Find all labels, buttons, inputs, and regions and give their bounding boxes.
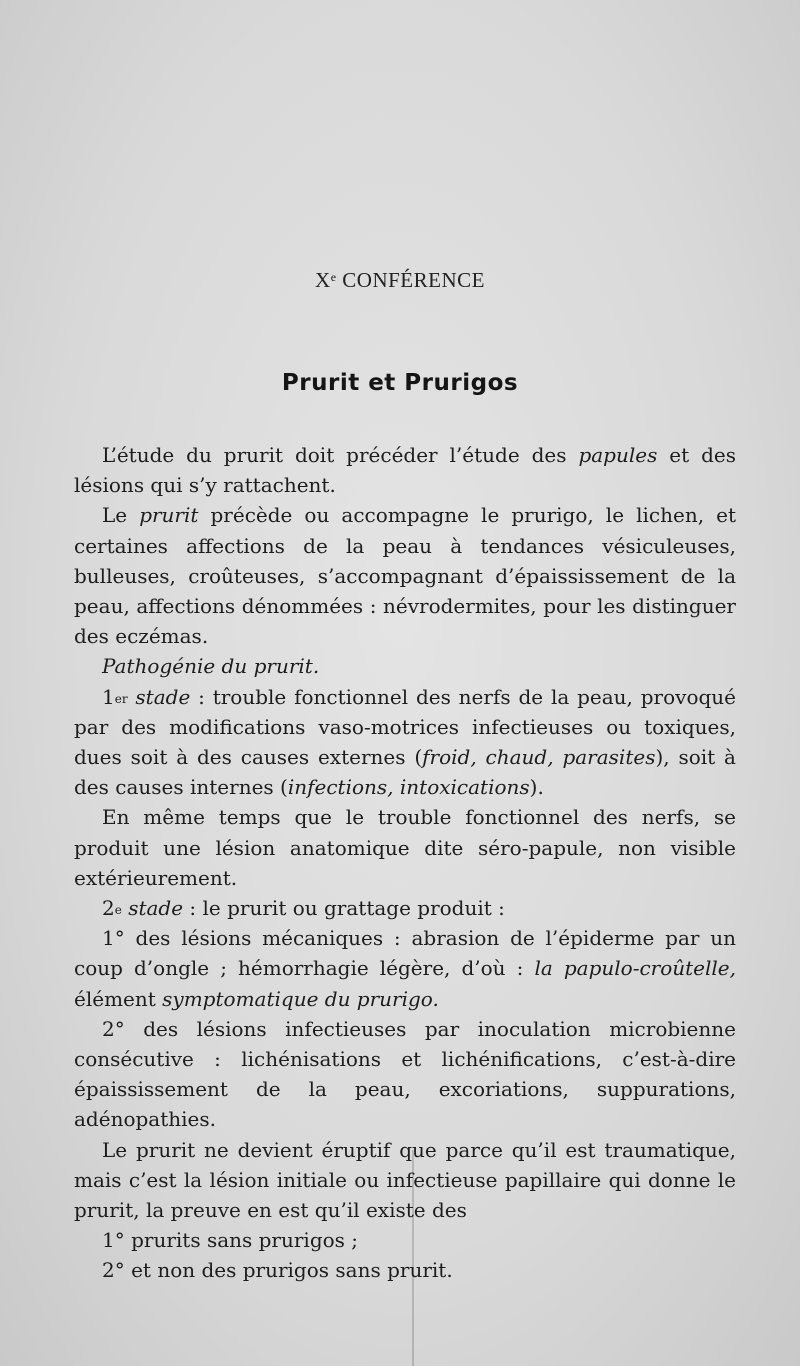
- text-run: 2: [102, 896, 115, 921]
- text-run: : le prurit ou grattage produit :: [183, 896, 505, 921]
- text-run: Le prurit ne devient éruptif que parce qu’il est traumatique, mais c’est la lésion initiale ou infectieuse papillaire qui donne le prurit, la preuve en est qu’il existe des: [74, 1137, 736, 1223]
- paragraph: [74, 802, 736, 893]
- italic-text: Pathogénie du prurit.: [102, 654, 320, 679]
- list-item: [74, 1255, 736, 1285]
- chapter-title: Prurit et Prurigos: [281, 370, 519, 396]
- section-heading: [74, 651, 736, 681]
- text-run: En même temps que le trouble fonctionnel des nerfs, se produit une lésion anatomique dite séro-papule, non visible extérieurement.: [74, 805, 736, 890]
- conference-number: X: [315, 268, 331, 292]
- italic-text: symptomatique du prurigo.: [162, 986, 439, 1011]
- list-item: [74, 1225, 736, 1255]
- paragraph: [74, 893, 736, 923]
- paragraph: [74, 440, 736, 500]
- conference-suffix: e: [330, 270, 337, 284]
- text-run: 1° des lésions mécaniques : abrasion de l’épiderme par un coup d’ongle ; hémorrhagie légère, d’où :: [74, 926, 736, 981]
- italic-text: prurit: [139, 503, 199, 528]
- paragraph: [74, 1014, 736, 1135]
- paragraph: [74, 1135, 736, 1226]
- paragraph: [74, 682, 736, 803]
- italic-text: la papulo-croûtelle,: [534, 956, 736, 981]
- italic-text: stade: [135, 684, 191, 709]
- conference-word: CONFÉRENCE: [342, 268, 485, 292]
- text-run: 1° prurits sans prurigos ;: [102, 1228, 359, 1253]
- text-run: Le: [102, 503, 140, 528]
- italic-text: infections, intoxications: [287, 775, 530, 800]
- superscript-text: er: [114, 691, 128, 706]
- text-run: ).: [529, 775, 544, 800]
- text-run: ), soit à des causes internes (: [74, 745, 736, 800]
- text-run: élément: [74, 986, 163, 1011]
- text-run: 2° et non des prurigos sans prurit.: [102, 1258, 453, 1283]
- italic-text: froid, chaud, parasites: [422, 745, 656, 770]
- superscript-text: e: [114, 903, 122, 918]
- text-run: 2° des lésions infectieuses par inoculation microbienne consécutive : lichénisations et lichénifications, c’est-à-dire épaississement de la peau, excoriations, suppurations, adénopathies.: [74, 1016, 736, 1132]
- text-run: : trouble fonctionnel des nerfs de la peau, provoqué par des modifications vaso-motrices infectieuses ou toxiques, dues soit à des causes externes (: [74, 684, 737, 770]
- paragraph: [74, 500, 736, 651]
- text-run: précède ou accompagne le prurigo, le lichen, et certaines affections de la peau à tendances vésiculeuses, bulleuses, croûteuses, s’accompagnant d’épaississement de la peau, affections dénommées : névrodermites, pour les distinguer des eczémas.: [74, 503, 736, 649]
- paragraph: [74, 923, 736, 1014]
- text-run: 1: [102, 684, 115, 709]
- text-run: et des lésions qui s’y rattachent.: [74, 443, 736, 498]
- text-run: L’étude du prurit doit précéder l’étude des: [102, 443, 579, 467]
- italic-text: stade: [128, 896, 184, 921]
- conference-heading: [0, 268, 800, 293]
- show-through-bleed: [90, 95, 730, 231]
- italic-text: papules: [578, 443, 658, 467]
- body-text: [74, 440, 736, 1286]
